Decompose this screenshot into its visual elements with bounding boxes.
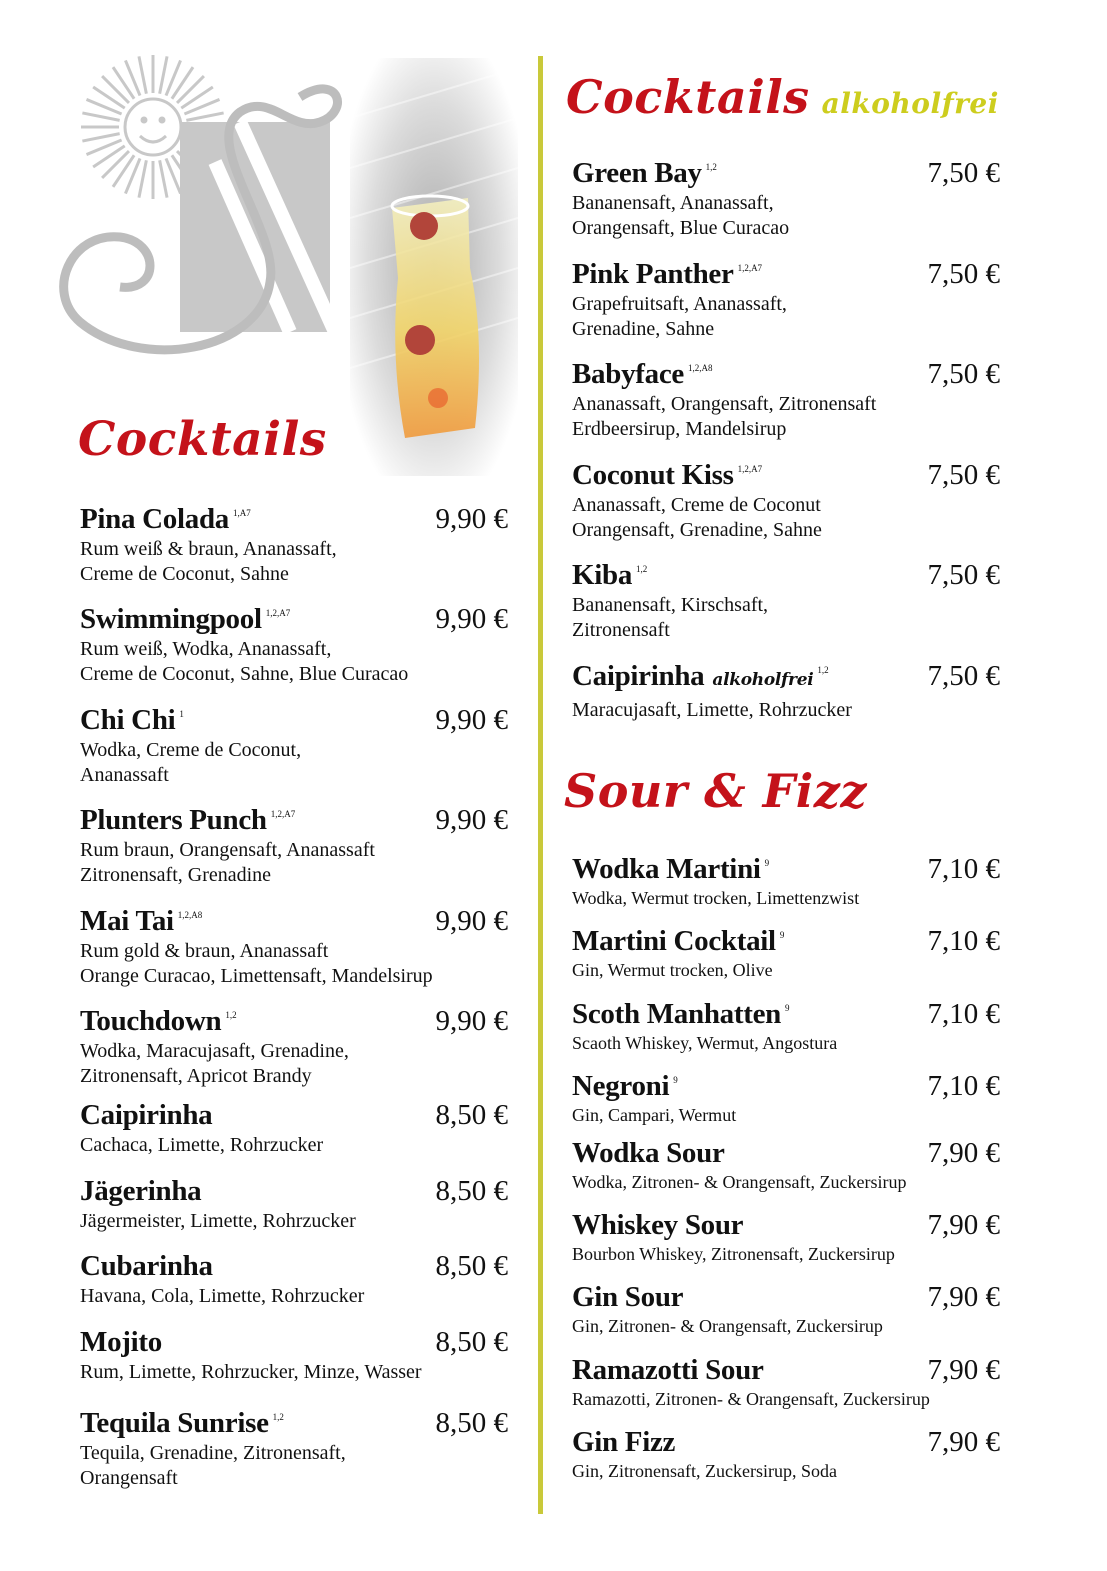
item-description: Wodka, Wermut trocken, Limettenzwist xyxy=(572,888,860,908)
item-description: Rum, Limette, Rohrzucker, Minze, Wasser xyxy=(80,1360,422,1383)
item-description: Ananassaft, Creme de Coconut Orangensaft, Grenadine, Sahne xyxy=(572,493,822,541)
item-allergen-note: 1,2,A8 xyxy=(687,363,713,373)
menu-item xyxy=(572,1136,1000,1208)
item-price: 9,90 € xyxy=(435,1004,508,1037)
item-price: 9,90 € xyxy=(435,804,508,837)
menu-item xyxy=(80,1325,508,1400)
item-description: Gin, Zitronen- & Orangensaft, Zuckersirup xyxy=(572,1316,883,1337)
item-name: Ramazotti Sour xyxy=(572,1353,764,1386)
menu-item xyxy=(572,150,1000,251)
item-allergen-note: 9 xyxy=(673,1075,678,1086)
section-subtitle-alkoholfrei: alkoholfrei xyxy=(821,87,999,120)
item-description: Gin, Wermut trocken, Olive xyxy=(572,960,773,981)
menu-item xyxy=(80,898,508,998)
item-allergen-note: 1,2,A8 xyxy=(177,909,203,920)
item-name: Swimmingpool $^{1,2,A7}$ xyxy=(80,603,291,636)
cocktails-list xyxy=(80,496,508,1500)
item-name: Cubarinha xyxy=(80,1250,213,1283)
item-allergen-note: 1,2 xyxy=(817,664,829,675)
item-description: Scaoth Whiskey, Wermut, Angostura xyxy=(572,1032,838,1053)
item-allergen-note: 1,2 xyxy=(636,564,648,574)
sun-s-logo-icon xyxy=(50,52,350,362)
item-price: 8,50 € xyxy=(435,1099,508,1132)
item-name: Gin Fizz xyxy=(572,1426,676,1459)
item-description: Gin, Zitronensaft, Zuckersirup, Soda xyxy=(572,1461,837,1482)
menu-item xyxy=(572,918,1000,990)
menu-item xyxy=(80,1249,508,1324)
item-name: Mai Tai $^{1,2,A8}$ xyxy=(80,904,203,937)
menu-item xyxy=(572,1425,1000,1497)
menu-item xyxy=(80,697,508,797)
item-allergen-note: 1,2 xyxy=(705,162,717,172)
item-name: Negroni $^9$ xyxy=(572,1070,678,1103)
item-name: Pina Colada $^{1,A7}$ xyxy=(80,503,251,535)
item-description: Wodka, Zitronen- & Orangensaft, Zuckersirup xyxy=(572,1171,907,1192)
column-divider xyxy=(538,56,543,1514)
item-price: 9,90 € xyxy=(435,603,508,636)
item-price: 7,50 € xyxy=(927,257,1000,290)
item-description: Maracujasaft, Limette, Rohrzucker xyxy=(572,698,852,721)
item-description: Gin, Campari, Wermut xyxy=(572,1105,737,1126)
item-price: 7,10 € xyxy=(927,853,1000,885)
item-allergen-note: 9 xyxy=(784,1002,790,1013)
item-description: Rum gold & braun, Ananassaft Orange Curacao, Limettensaft, Mandelsirup xyxy=(80,939,433,987)
item-description: Jägermeister, Limette, Rohrzucker xyxy=(80,1209,356,1232)
item-name: Wodka Martini $^9$ xyxy=(572,853,770,885)
item-description: Bananensaft, Kirschsaft, Zitronensaft xyxy=(572,594,769,641)
item-price: 8,50 € xyxy=(435,1406,508,1439)
item-price: 7,90 € xyxy=(927,1208,1000,1241)
item-description: Cachaca, Limette, Rohrzucker xyxy=(80,1134,324,1157)
item-name: Green Bay $^{1,2}$ xyxy=(572,157,717,189)
item-description: Grapefruitsaft, Ananassaft, Grenadine, Sahne xyxy=(572,292,787,340)
menu-item xyxy=(572,991,1000,1063)
menu-item xyxy=(80,797,508,897)
menu-item xyxy=(572,1063,1000,1135)
item-allergen-note: 1 xyxy=(179,708,184,719)
item-price: 9,90 € xyxy=(435,904,508,937)
item-name: Gin Sour xyxy=(572,1281,684,1314)
item-allergen-note: 1,A7 xyxy=(232,508,251,518)
item-price: 7,10 € xyxy=(927,997,1000,1030)
item-allergen-note: 1,2,A7 xyxy=(270,809,296,820)
item-name: Jägerinha xyxy=(80,1174,202,1207)
item-allergen-note: 1,2 xyxy=(272,1411,284,1422)
item-price: 8,50 € xyxy=(435,1174,508,1207)
item-price: 7,10 € xyxy=(927,1070,1000,1103)
menu-item xyxy=(572,1208,1000,1280)
item-price: 9,90 € xyxy=(435,703,508,736)
item-name: Martini Cocktail $^9$ xyxy=(572,925,785,958)
sour-fizz-list xyxy=(572,846,1000,1498)
item-allergen-note: 1,2,A7 xyxy=(737,463,763,474)
item-name: Scoth Manhatten $^9$ xyxy=(572,997,790,1030)
item-name: Tequila Sunrise $^{1,2}$ xyxy=(80,1406,284,1439)
item-name: Mojito xyxy=(80,1325,162,1358)
item-description: Havana, Cola, Limette, Rohrzucker xyxy=(80,1285,365,1308)
item-name: Whiskey Sour xyxy=(572,1208,744,1241)
item-name: Touchdown $^{1,2}$ xyxy=(80,1004,237,1037)
item-description: Rum weiß, Wodka, Ananassaft, Creme de Coconut, Sahne, Blue Curacao xyxy=(80,638,409,686)
menu-item xyxy=(80,1400,508,1500)
item-name: Caipirinha xyxy=(80,1099,213,1132)
item-description: Ananassaft, Orangensaft, Zitronensaft Erdbeersirup, Mandelsirup xyxy=(572,393,877,440)
item-description: Bourbon Whiskey, Zitronensaft, Zuckersirup xyxy=(572,1243,895,1264)
menu-item xyxy=(572,452,1000,553)
item-name: Wodka Sour xyxy=(572,1136,725,1169)
item-price: 9,90 € xyxy=(435,503,508,535)
item-allergen-note: 1,2 xyxy=(225,1009,237,1020)
item-price: 7,90 € xyxy=(927,1281,1000,1314)
item-price: 7,50 € xyxy=(927,559,1000,591)
menu-item xyxy=(572,653,1000,754)
menu-item xyxy=(80,496,508,596)
item-allergen-note: 1,2,A7 xyxy=(265,608,291,619)
section-title-sour-fizz: Sour & Fizz xyxy=(564,764,868,818)
item-description: Wodka, Maracujasaft, Grenadine, Zitronensaft, Apricot Brandy xyxy=(80,1039,349,1087)
item-allergen-note: 9 xyxy=(764,858,770,868)
item-allergen-note: 1,2,A7 xyxy=(737,262,763,273)
item-price: 7,90 € xyxy=(927,1426,1000,1459)
item-name: Pink Panther $^{1,2,A7}$ xyxy=(572,257,763,290)
item-description: Tequila, Grenadine, Zitronensaft, Orangensaft xyxy=(80,1441,346,1489)
menu-item xyxy=(572,1280,1000,1352)
item-description: Ramazotti, Zitronen- & Orangensaft, Zuckersirup xyxy=(572,1388,930,1409)
item-description: Rum weiß & braun, Ananassaft, Creme de Coconut, Sahne xyxy=(80,538,337,585)
item-price: 7,50 € xyxy=(927,659,1000,692)
menu-item xyxy=(80,596,508,696)
item-name: Caipirinha alkoholfrei $^{1,2}$ xyxy=(572,659,829,692)
item-price: 7,50 € xyxy=(927,157,1000,189)
alkoholfrei-list xyxy=(572,150,1000,753)
menu-item xyxy=(572,251,1000,352)
item-allergen-note: 9 xyxy=(779,930,785,941)
item-name: Kiba $^{1,2}$ xyxy=(572,559,648,591)
item-price: 7,50 € xyxy=(927,458,1000,491)
item-price: 7,50 € xyxy=(927,358,1000,390)
section-title-cocktails: Cocktails xyxy=(78,412,327,467)
item-description: Wodka, Creme de Coconut, Ananassaft xyxy=(80,738,302,786)
item-price: 8,50 € xyxy=(435,1325,508,1358)
menu-item xyxy=(80,998,508,1098)
item-name: Plunters Punch $^{1,2,A7}$ xyxy=(80,804,296,837)
item-name: Babyface $^{1,2,A8}$ xyxy=(572,358,713,390)
item-price: 7,90 € xyxy=(927,1353,1000,1386)
menu-item xyxy=(80,1098,508,1173)
item-price: 8,50 € xyxy=(435,1250,508,1283)
item-price: 7,90 € xyxy=(927,1136,1000,1169)
item-name: Coconut Kiss $^{1,2,A7}$ xyxy=(572,458,763,491)
item-description: Bananensaft, Ananassaft, Orangensaft, Blue Curacao xyxy=(572,192,790,239)
menu-item xyxy=(572,1353,1000,1425)
item-tag: alkoholfrei xyxy=(712,669,814,690)
cocktail-glass-photo xyxy=(350,58,518,476)
menu-item xyxy=(80,1174,508,1249)
item-price: 7,10 € xyxy=(927,925,1000,958)
menu-item xyxy=(572,552,1000,653)
item-name: Chi Chi $^1$ xyxy=(80,703,184,736)
section-title-alkoholfrei: Cocktails alkoholfrei xyxy=(566,70,999,124)
menu-item xyxy=(572,351,1000,452)
menu-item xyxy=(572,846,1000,918)
item-description: Rum braun, Orangensaft, Ananassaft Zitronensaft, Grenadine xyxy=(80,839,375,887)
